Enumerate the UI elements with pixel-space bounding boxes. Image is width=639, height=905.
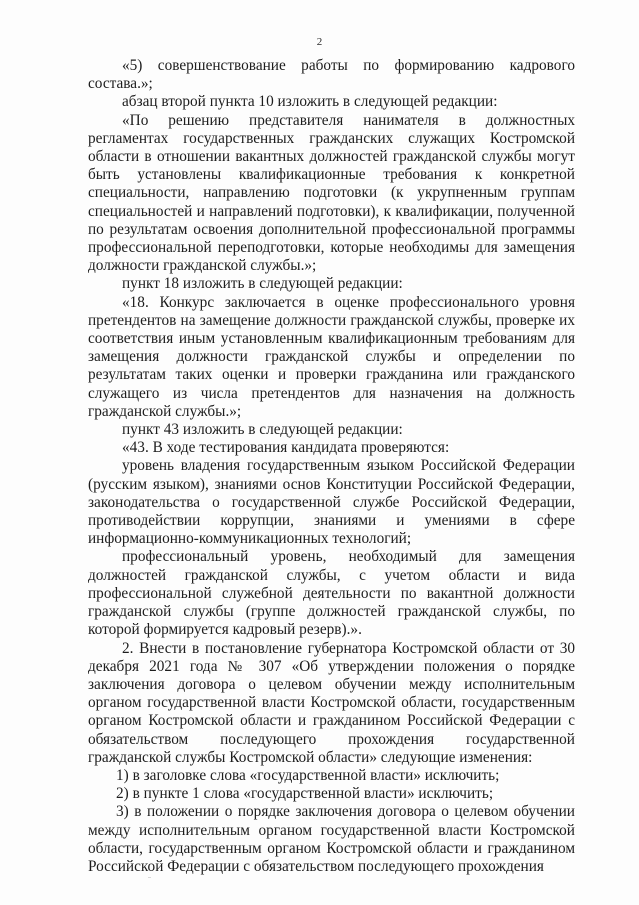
document-body [88,57,575,876]
page-number: 2 [316,36,323,48]
paragraph: «По решению представителя нанимателя в должностных регламентах государственных гражданских служащих Костромской области в отношении вакантных должностей гражданской службы могут быть установлены квалификационные требования к конкретной специальности, направлению подготовки (к укрупненным группам специальностей и направлений подготовки), к квалификации, полученной по результатам освоения дополнительной профессиональной программы профессиональной переподготовки, которые необходимы для замещения должности гражданской службы.»; [88,111,575,275]
paragraph: абзац второй пункта 10 изложить в следующей редакции: [122,93,498,111]
list-item: 3) в положении о порядке заключения договора о целевом обучении между исполнительным органом государственной власти Костромской области, государственным органом Костромской области и гражданином Российской Федерации с обязательством последующего прохождения [88,803,575,875]
paragraph: «43. В ходе тестирования кандидата проверяются: [122,439,450,457]
scan-artifact [148,877,151,878]
list-item: 1) в заголовке слова «государственной власти» исключить; [116,766,500,784]
paragraph: пункт 43 изложить в следующей редакции: [122,421,403,439]
paragraph: «18. Конкурс заключается в оценке профессионального уровня претендентов на замещение должности гражданской службы, проверке их соответствия иным установленным квалификационным требованиям для замещения должности гражданской службы и определении по результатам таких оценки и проверки гражданина или гражданского служащего из числа претендентов для назначения на должность гражданской службы.»; [88,293,575,420]
list-item: 2) в пункте 1 слова «государственной власти» исключить; [116,785,494,803]
paragraph: уровень владения государственным языком Российской Федерации (русским языком), знаниями основ Конституции Российской Федерации, законодательства о государственной службе Российской Федерации, противодействии коррупции, знаниями и умениями в сфере информационно-коммуникационных технологий; [88,457,575,548]
paragraph: пункт 18 изложить в следующей редакции: [122,275,403,293]
paragraph: «5) совершенствование работы по формированию кадрового состава.»; [88,57,575,93]
paragraph: 2. Внести в постановление губернатора Костромской области от 30 декабря 2021 года № 307 «Об утверждении положения о порядке заключения договора о целевом обучении между исполнительным органом государственной власти Костромской области, государственным органом Костромской области и гражданином Российской Федерации с обязательством последующего прохождения государственной гражданской службы Костромской области» следующие изменения: [88,639,575,766]
paragraph: профессиональный уровень, необходимый для замещения должностей гражданской службы, с учетом области и вида профессиональной служебной деятельности по вакантной должности гражданской службы (группе должностей гражданской службы, по которой формируется кадровый резерв).». [88,548,575,639]
